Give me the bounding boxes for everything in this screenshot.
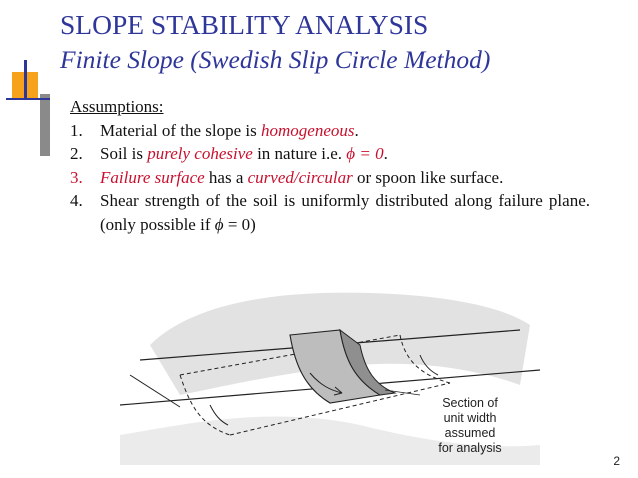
decor-blue-line bbox=[24, 60, 27, 100]
phi-symbol: ϕ bbox=[214, 214, 224, 234]
page-number: 2 bbox=[613, 454, 620, 468]
text-run: . bbox=[354, 120, 359, 140]
text-run: Soil is bbox=[100, 144, 148, 163]
decor-gray-bar bbox=[40, 94, 50, 156]
list-item bbox=[70, 166, 590, 190]
highlight-run: ϕ = 0 bbox=[346, 144, 384, 163]
text-run: or spoon like surface. bbox=[352, 167, 504, 187]
text-run: Shear strength of the soil is uniformly distributed along failure plane. (only possible if bbox=[100, 191, 590, 234]
figure-label-line: for analysis bbox=[438, 441, 502, 455]
assumptions-heading: Assumptions: bbox=[70, 97, 164, 116]
slip-circle-figure bbox=[120, 275, 540, 465]
highlight-run: Failure surface bbox=[100, 167, 205, 187]
list-item bbox=[70, 119, 590, 143]
text-run: = 0) bbox=[223, 214, 256, 234]
item-text bbox=[100, 189, 590, 236]
figure-label-line: assumed bbox=[444, 426, 496, 440]
list-item bbox=[70, 142, 590, 166]
item-number: 2. bbox=[70, 144, 83, 163]
assumptions-block bbox=[70, 95, 590, 236]
item-text bbox=[100, 142, 590, 166]
text-run: has a bbox=[204, 167, 248, 187]
list-item bbox=[70, 189, 590, 236]
item-number: 1. bbox=[70, 120, 83, 140]
figure-label-line: unit width bbox=[443, 411, 497, 425]
text-run: . bbox=[383, 144, 388, 163]
decor-blue-hline bbox=[6, 98, 50, 100]
text-run: in nature i.e. bbox=[252, 144, 347, 163]
figure-label-line: Section of bbox=[442, 396, 498, 410]
slide-subtitle: Finite Slope (Swedish Slip Circle Method) bbox=[60, 45, 491, 74]
highlight-run: curved/circular bbox=[247, 167, 353, 187]
item-text bbox=[100, 119, 590, 143]
item-number: 4. bbox=[70, 191, 83, 210]
slide-title: SLOPE STABILITY ANALYSIS bbox=[60, 9, 429, 40]
highlight-run: purely cohesive bbox=[147, 144, 253, 163]
highlight-run: homogeneous bbox=[261, 120, 355, 140]
text-run: Material of the slope is bbox=[100, 120, 261, 140]
item-text bbox=[100, 166, 590, 190]
item-number: 3. bbox=[70, 167, 83, 187]
